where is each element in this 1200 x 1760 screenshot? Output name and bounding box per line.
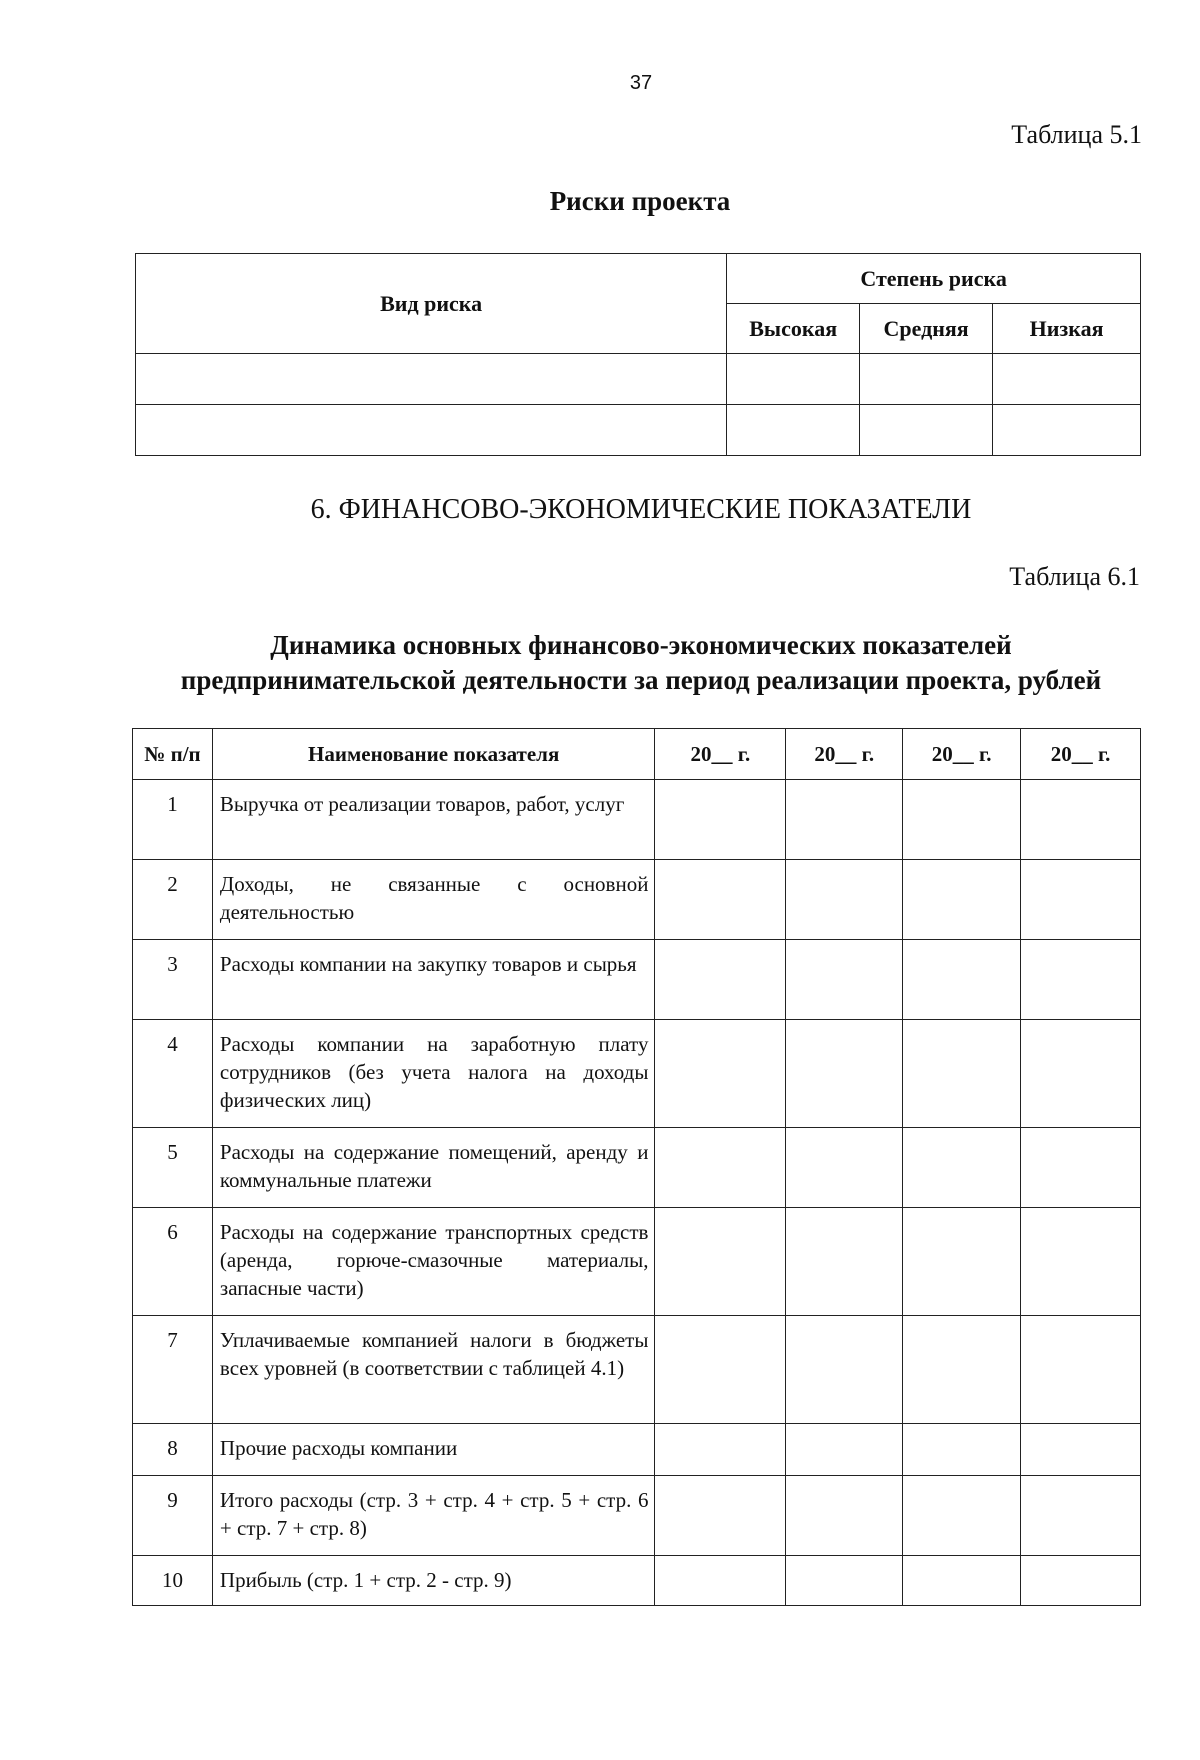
risk-medium-cell (860, 405, 993, 456)
num-header: № п/п (133, 729, 213, 780)
table-6-1-caption: Таблица 6.1 (1009, 562, 1140, 591)
row-number: 6 (133, 1208, 213, 1316)
risk-empty-row (136, 405, 1141, 456)
section-6-heading: 6. ФИНАНСОВО-ЭКОНОМИЧЕСКИЕ ПОКАЗАТЕЛИ (310, 494, 972, 525)
fin-row (133, 1020, 1141, 1128)
year-value-cell (655, 780, 786, 860)
row-number: 1 (133, 780, 213, 860)
year-value-cell (655, 1128, 786, 1208)
row-number: 9 (133, 1476, 213, 1556)
table-6-1-title-line1: Динамика основных финансово-экономических показателей (270, 630, 1012, 660)
year-value-cell (1021, 1424, 1141, 1476)
indicator-name: Расходы компании на закупку товаров и сырья (212, 940, 655, 1020)
risk-low-cell (993, 354, 1141, 405)
indicator-name: Прочие расходы компании (212, 1424, 655, 1476)
risk-low-header: Низкая (993, 304, 1141, 354)
year-value-cell (655, 1316, 786, 1424)
year-value-cell (1021, 1020, 1141, 1128)
year-value-cell (655, 1556, 786, 1606)
fin-row (133, 1208, 1141, 1316)
indicator-name: Итого расходы (стр. 3 + стр. 4 + стр. 5 + стр. 6 + стр. 7 + стр. 8) (212, 1476, 655, 1556)
indicator-name: Расходы на содержание помещений, аренду и коммунальные платежи (212, 1128, 655, 1208)
table-5-1-title: Риски проекта (549, 186, 731, 216)
row-number: 8 (133, 1424, 213, 1476)
year-value-cell (655, 860, 786, 940)
fin-row (133, 1424, 1141, 1476)
year1-header: 20__ г. (655, 729, 786, 780)
year-value-cell (786, 940, 903, 1020)
risk-type-cell (136, 354, 727, 405)
fin-row (133, 1476, 1141, 1556)
year-value-cell (655, 1020, 786, 1128)
risk-empty-row (136, 354, 1141, 405)
name-header: Наименование показателя (212, 729, 655, 780)
row-number: 7 (133, 1316, 213, 1424)
indicator-name: Уплачиваемые компанией налоги в бюджеты всех уровней (в соответствии с таблицей 4.1) (212, 1316, 655, 1424)
year-value-cell (786, 1020, 903, 1128)
year2-header: 20__ г. (786, 729, 903, 780)
year-value-cell (903, 1020, 1021, 1128)
year-value-cell (903, 1424, 1021, 1476)
indicator-name: Выручка от реализации товаров, работ, услуг (212, 780, 655, 860)
fin-row (133, 1128, 1141, 1208)
year-value-cell (655, 1424, 786, 1476)
year-value-cell (786, 1128, 903, 1208)
year-value-cell (1021, 1556, 1141, 1606)
fin-row (133, 940, 1141, 1020)
year-value-cell (903, 1316, 1021, 1424)
year-value-cell (786, 780, 903, 860)
indicator-name: Прибыль (стр. 1 + стр. 2 - стр. 9) (212, 1556, 655, 1606)
year-value-cell (655, 1208, 786, 1316)
table-6-1-title (0, 628, 1200, 698)
risk-table (135, 253, 1141, 456)
year-value-cell (786, 1208, 903, 1316)
year-value-cell (1021, 860, 1141, 940)
indicator-name: Доходы, не связанные с основной деятельностью (212, 860, 655, 940)
year3-header: 20__ г. (903, 729, 1021, 780)
financial-indicators-table (132, 728, 1141, 1606)
year-value-cell (903, 1476, 1021, 1556)
year-value-cell (786, 1316, 903, 1424)
year-value-cell (903, 1128, 1021, 1208)
risk-high-cell (727, 354, 860, 405)
row-number: 10 (133, 1556, 213, 1606)
risk-medium-cell (860, 354, 993, 405)
risk-high-cell (727, 405, 860, 456)
year-value-cell (903, 1556, 1021, 1606)
risk-degree-header: Степень риска (727, 254, 1141, 304)
row-number: 5 (133, 1128, 213, 1208)
year-value-cell (655, 940, 786, 1020)
risk-low-cell (993, 405, 1141, 456)
year-value-cell (786, 1476, 903, 1556)
year-value-cell (1021, 940, 1141, 1020)
row-number: 2 (133, 860, 213, 940)
fin-row (133, 860, 1141, 940)
fin-row (133, 1556, 1141, 1606)
table-5-1-caption: Таблица 5.1 (1011, 120, 1142, 149)
year-value-cell (1021, 1476, 1141, 1556)
year-value-cell (786, 860, 903, 940)
year-value-cell (903, 1208, 1021, 1316)
year-value-cell (903, 860, 1021, 940)
fin-row (133, 780, 1141, 860)
year-value-cell (655, 1476, 786, 1556)
year4-header: 20__ г. (1021, 729, 1141, 780)
year-value-cell (786, 1556, 903, 1606)
year-value-cell (1021, 1128, 1141, 1208)
indicator-name: Расходы компании на заработную плату сотрудников (без учета налога на доходы физических лиц) (212, 1020, 655, 1128)
row-number: 4 (133, 1020, 213, 1128)
fin-row (133, 1316, 1141, 1424)
row-number: 3 (133, 940, 213, 1020)
year-value-cell (903, 780, 1021, 860)
risk-medium-header: Средняя (860, 304, 993, 354)
year-value-cell (1021, 1316, 1141, 1424)
risk-type-header: Вид риска (136, 254, 727, 354)
year-value-cell (1021, 780, 1141, 860)
fin-header-row (133, 729, 1141, 780)
table-6-1-title-line2: предпринимательской деятельности за период реализации проекта, рублей (180, 665, 1102, 695)
risk-type-cell (136, 405, 727, 456)
indicator-name: Расходы на содержание транспортных средств (аренда, горюче-смазочные материалы, запасные части) (212, 1208, 655, 1316)
year-value-cell (786, 1424, 903, 1476)
year-value-cell (903, 940, 1021, 1020)
page-number: 37 (629, 72, 653, 94)
risk-high-header: Высокая (727, 304, 860, 354)
year-value-cell (1021, 1208, 1141, 1316)
